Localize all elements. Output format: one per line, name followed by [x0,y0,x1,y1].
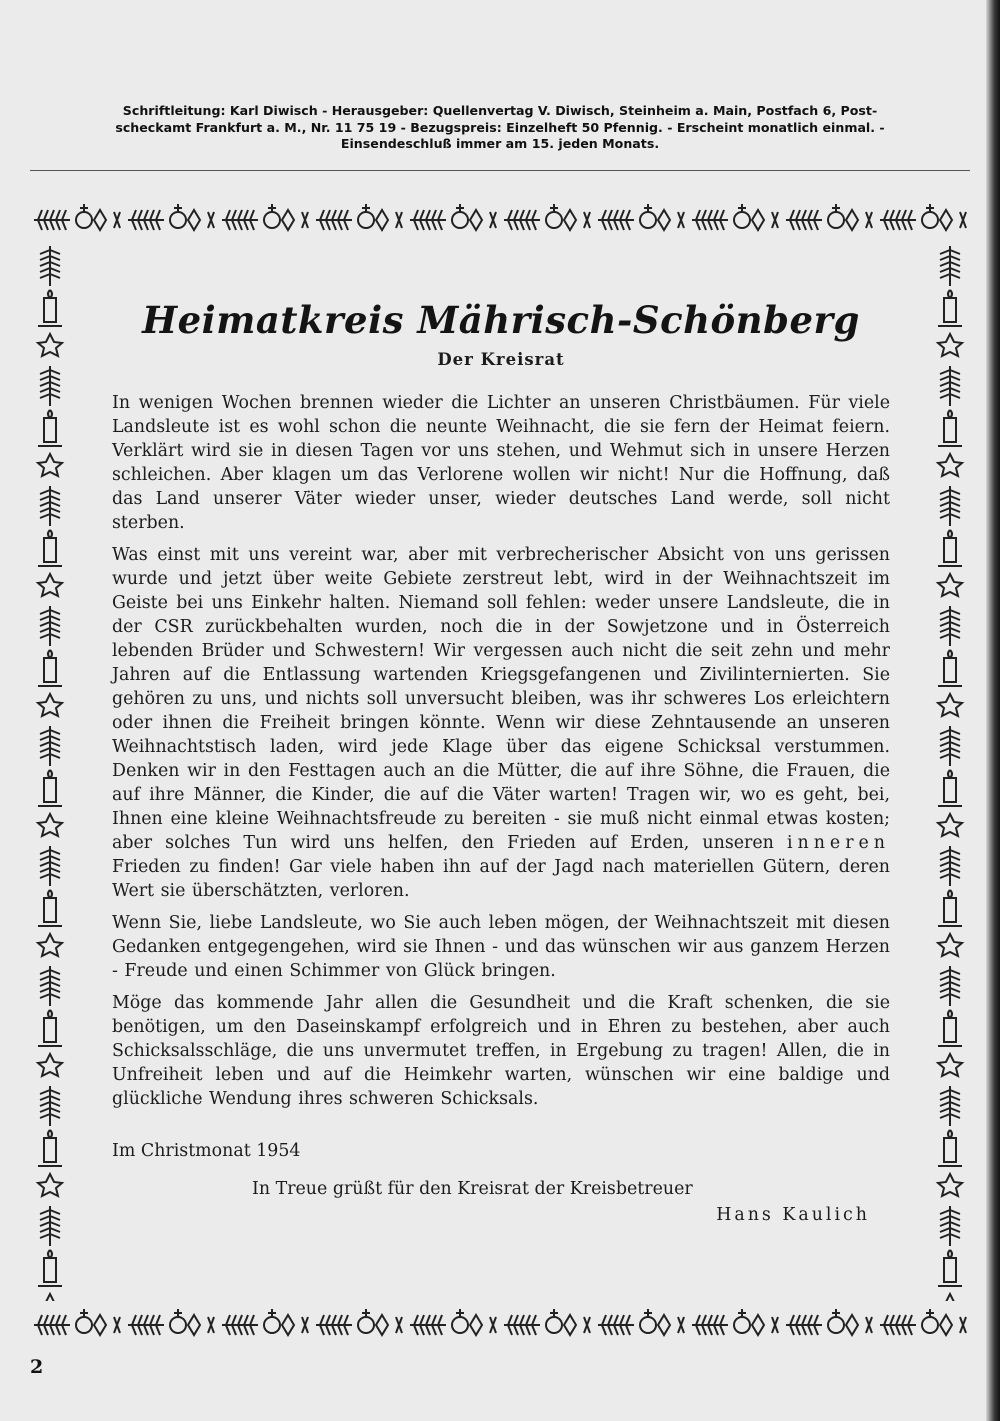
ornament-border-left [30,242,70,1303]
page-edge-shadow [986,0,1000,1421]
masthead-line-1: Schriftleitung: Karl Diwisch - Herausgeber: Quellenvertag V. Diwisch, Steinheim a. Main, Postfach 6, Post- [122,103,878,118]
christmas-border-frame [30,196,970,1347]
closing-greeting: In Treue grüßt für den Kreisrat der Kreisbetreuer [252,1179,693,1199]
paragraph-4: Möge das kommende Jahr allen die Gesundheit und die Kraft schenken, die sie benötigen, um den Daseinskampf erfolgreich und in Ehren zu bestehen, aber auch Schicksalsschläge, die uns unvermutet treffen, in Ergebung zu tragen! Allen, die in Unfreiheit leben und auf die Heimkehr warten, wünschen wir eine baldige und glückliche Wendung ihres schweren Schicksals. [112,993,890,1109]
masthead-line-2: scheckamt Frankfurt a. M., Nr. 11 75 19 - Bezugspreis: Einzelheft 50 Pfennig. - Erscheint monatlich einmal. - [115,119,885,135]
paragraph-1: In wenigen Wochen brennen wieder die Lichter an unseren Christbäumen. Für viele Landsleute ist es wohl schon die neunte Weihnacht, die sie fern der Heimat feiern. Verklärt wird sie in diesen Tagen vor uns stehen, und Wehmut sich in unsere Herzen schleichen. Aber klagen um das Verlorene wollen wir nicht! Nur die Hoffnung, daß das Land unserer Väter wieder unser, wieder deutsches Land werde, soll nicht sterben. [112,393,890,533]
date-line: Im Christmonat 1954 [112,1141,301,1161]
paragraph-3: Wenn Sie, liebe Landsleute, wo Sie auch leben mögen, der Weihnachtszeit mit diesen Gedanken entgegengehen, wird sie Ihnen - und das wünschen wir aus ganzem Herzen - Freude und einen Schimmer von Glück bringen. [112,913,890,981]
masthead-imprint [30,103,970,153]
paragraph-2-emphasis: inneren [786,833,890,853]
paragraph-2-text-a: Was einst mit uns vereint war, aber mit verbrecherischer Absicht von uns gerissen wurde und jetzt über weite Gebiete zerstreut lebt, wird in der Weihnachtszeit im Geiste bei uns Einkehr halten. Niemand soll fehlen: weder unsere Landsleute, die in der CSR zurückbehalten wurden, noch die in der Sowjetzone und in Österreich lebenden Brüder und Schwestern! Wir vergessen auch nicht die seit zehn und mehr Jahren auf die Entlassung wartenden Kriegsgefangenen und Zivilinternierten. Sie gehören zu uns, und nichts soll unversucht bleiben, was ihr schweres Los erleichtern oder ihnen die Freiheit bringen könnte. Wenn wir diese Zehntausende an unseren Weihnachtstisch laden, wird jede Klage über das eigene Schicksal verstummen. Denken wir in den Festtagen auch an die Mütter, die auf ihre Söhne, die Frauen, die auf ihre Männer, die Kinder, die auf die Väter warten! Tragen wir, wo es geht, bei, Ihnen eine kleine Weihnachtsfreude zu bereiten - sie muß nicht einmal etwas kosten; aber solches Tun wird uns helfen, den Frieden auf Erden, unseren [112,545,890,853]
ornament-border-bottom [30,1301,970,1347]
article-subtitle: Der Kreisrat [437,350,565,369]
paragraph-2-text-b: Frieden zu finden! Gar viele haben ihn auf der Jagd nach materiellen Gütern, deren Wert sie überschätzten, verloren. [112,857,890,901]
page-number: 2 [30,1356,44,1378]
article-title: Heimatkreis Mährisch-Schönberg [142,298,860,342]
ornament-border-right [930,242,970,1303]
ornament-border-top [30,196,970,244]
article-body [112,296,890,1227]
masthead-divider [30,170,970,171]
signature: Hans Kaulich [716,1205,870,1225]
masthead-line-3: Einsendeschluß immer am 15. jeden Monats. [340,136,660,151]
paragraph-2 [112,543,890,903]
